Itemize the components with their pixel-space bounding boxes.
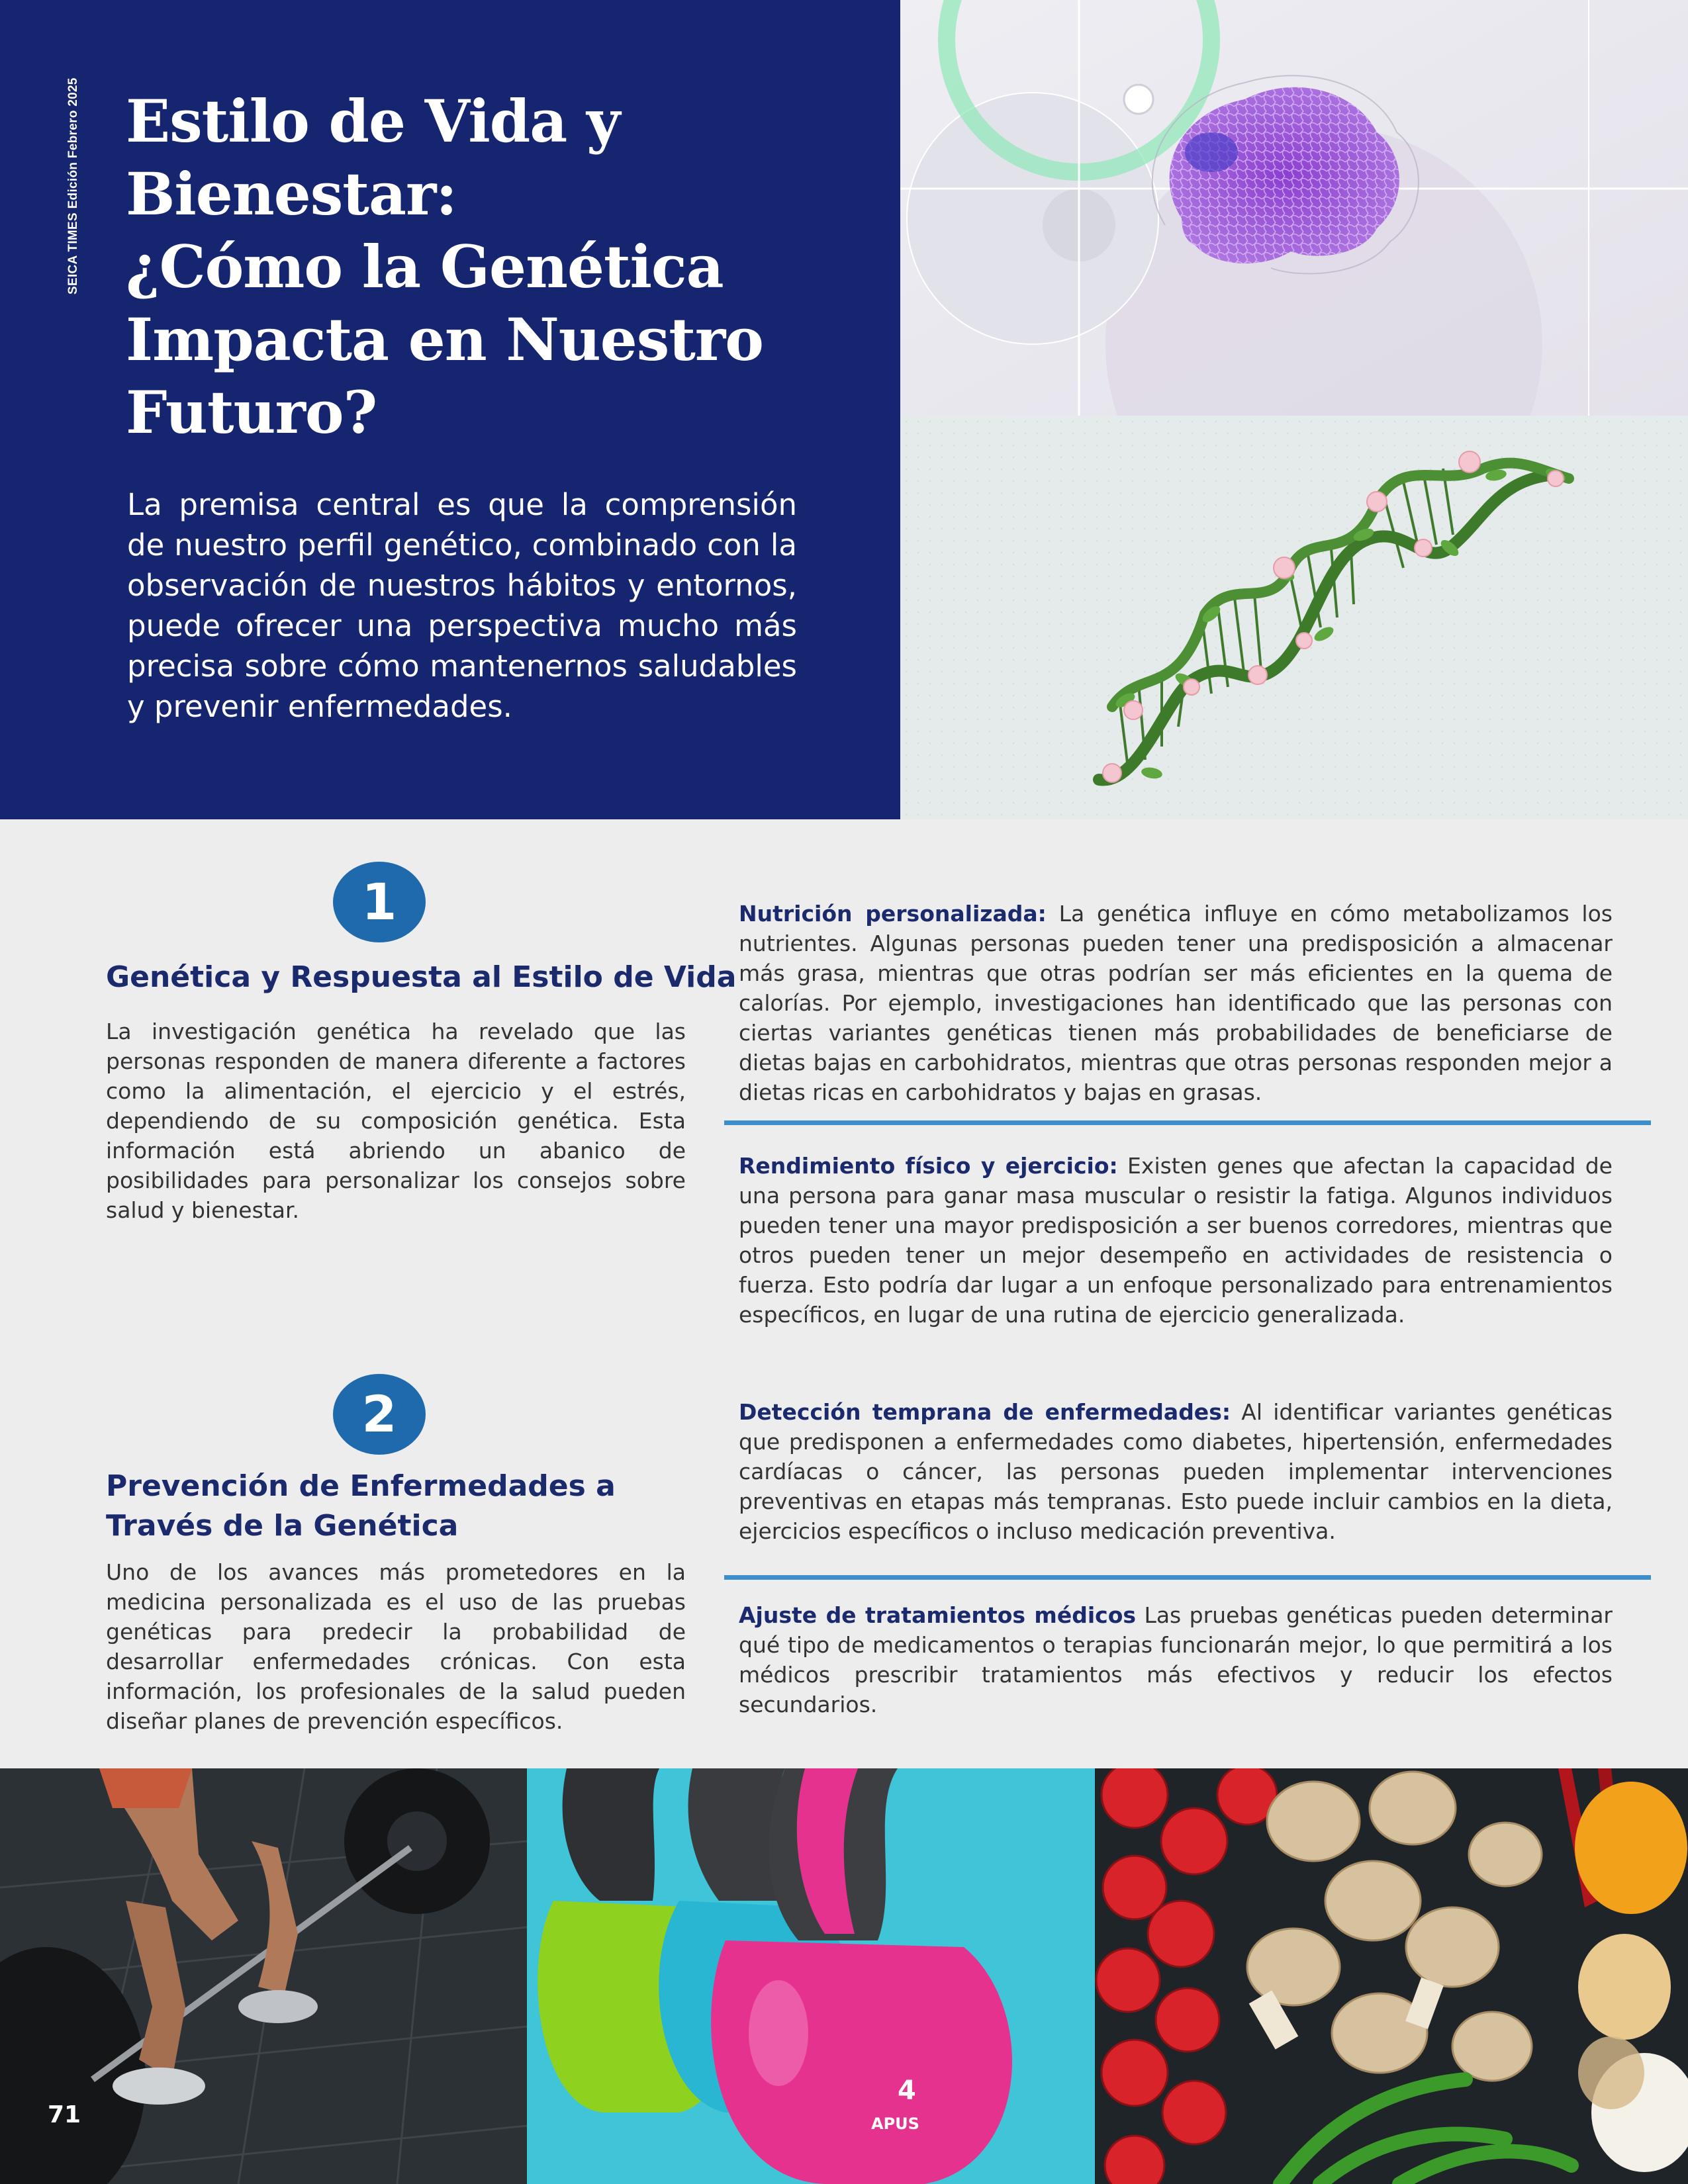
point-lead: Nutrición personalizada: — [739, 901, 1047, 927]
title-line: ¿Cómo la Genética — [126, 232, 724, 301]
vegetables-image — [1095, 1768, 1688, 2184]
title-line: Bienestar: — [126, 159, 457, 228]
dna-image — [900, 416, 1688, 819]
point-lead: Ajuste de tratamientos médicos — [739, 1602, 1137, 1628]
point-treatment — [739, 1600, 1613, 1719]
lede-paragraph: La premisa central es que la comprensión de nuestro perfil genético, combinado con la observación de nuestros hábitos y entornos, puede ofrecer una perspectiva mucho más precisa sobre cómo mantenernos saludables y prevenir enfermedades. — [127, 487, 797, 724]
section-body: La investigación genética ha revelado que las personas responden de manera diferente a factores como la alimentación, el ejercicio y el estrés, dependiendo de su composición genética. Esta información está abriendo un abanico de posibilidades para personalizar los consejos sobre salud y bienestar. — [106, 1019, 686, 1223]
section-number-badge: 1 — [333, 862, 426, 942]
page-title — [126, 85, 867, 449]
divider — [724, 1120, 1651, 1125]
point-exercise — [739, 1151, 1613, 1330]
kettlebell-number: 4 — [898, 2075, 916, 2106]
section-title-line: Través de la Genética — [106, 1509, 459, 1543]
point-early-detection — [739, 1397, 1613, 1546]
section-number-badge: 2 — [333, 1374, 426, 1455]
brain-image — [900, 0, 1688, 416]
title-line: Impacta en Nuestro — [126, 305, 763, 374]
point-lead: Detección temprana de enfermedades: — [739, 1399, 1231, 1425]
kettlebells-image — [527, 1768, 1095, 2184]
title-line: Estilo de Vida y — [126, 87, 620, 156]
point-lead: Rendimiento físico y ejercicio: — [739, 1153, 1118, 1179]
section-title — [106, 1467, 616, 1546]
point-text: Existen genes que afectan la capacidad de una persona para ganar masa muscular o resistir la fatiga. Algunos individuos pueden tener una mayor predisposición a ser buenos corredores, mientras que otros pueden tener un mejor desempeño en actividades de resistencia o fuerza. Esto podría dar lugar a un enfoque personalizado para entrenamientos específicos, en lugar de una rutina de ejercicio generalizada. — [739, 1153, 1613, 1328]
page-number: 71 — [48, 2101, 81, 2128]
title-line: Futuro? — [126, 378, 377, 447]
point-nutrition — [739, 899, 1613, 1107]
point-text: Las pruebas genéticas pueden determinar qué tipo de medicamentos o terapias funcionarán mejor, lo que permitirá a los médicos prescribir tratamientos más efectivos y reducir los efectos secundarios. — [739, 1602, 1613, 1717]
section-title: Genética y Respuesta al Estilo de Vida — [106, 960, 737, 994]
publication-label: SEICA TIMES Edición Febrero 2025 — [66, 77, 80, 295]
section-title-line: Prevención de Enfermedades a — [106, 1469, 616, 1503]
section-body: Uno de los avances más prometedores en la medicina personalizada es el uso de las pruebas genéticas para predecir la probabilidad de desarrollar enfermedades crónicas. Con esta información, los profesionales de la salud pueden diseñar planes de prevención específicos. — [106, 1559, 686, 1734]
kettlebell-brand: APUS — [871, 2115, 919, 2133]
divider — [724, 1575, 1651, 1580]
point-text: Al identificar variantes genéticas que predisponen a enfermedades como diabetes, hipertensión, enfermedades cardíacas o cáncer, las personas pueden implementar intervenciones preventivas en etapas más tempranas. Esto puede incluir cambios en la dieta, ejercicios específicos o incluso medicación preventiva. — [739, 1399, 1613, 1544]
point-text: La genética influye en cómo metabolizamos los nutrientes. Algunas personas pueden tener una predisposición a almacenar más grasa, mientras que otras podrían ser más eficientes en la quema de calorías. Por ejemplo, investigaciones han identificado que las personas con ciertas variantes genéticas tienen más probabilidades de beneficiarse de dietas bajas en carbohidratos, mientras que otras personas responden mejor a dietas ricas en carbohidratos y bajas en grasas. — [739, 901, 1613, 1105]
